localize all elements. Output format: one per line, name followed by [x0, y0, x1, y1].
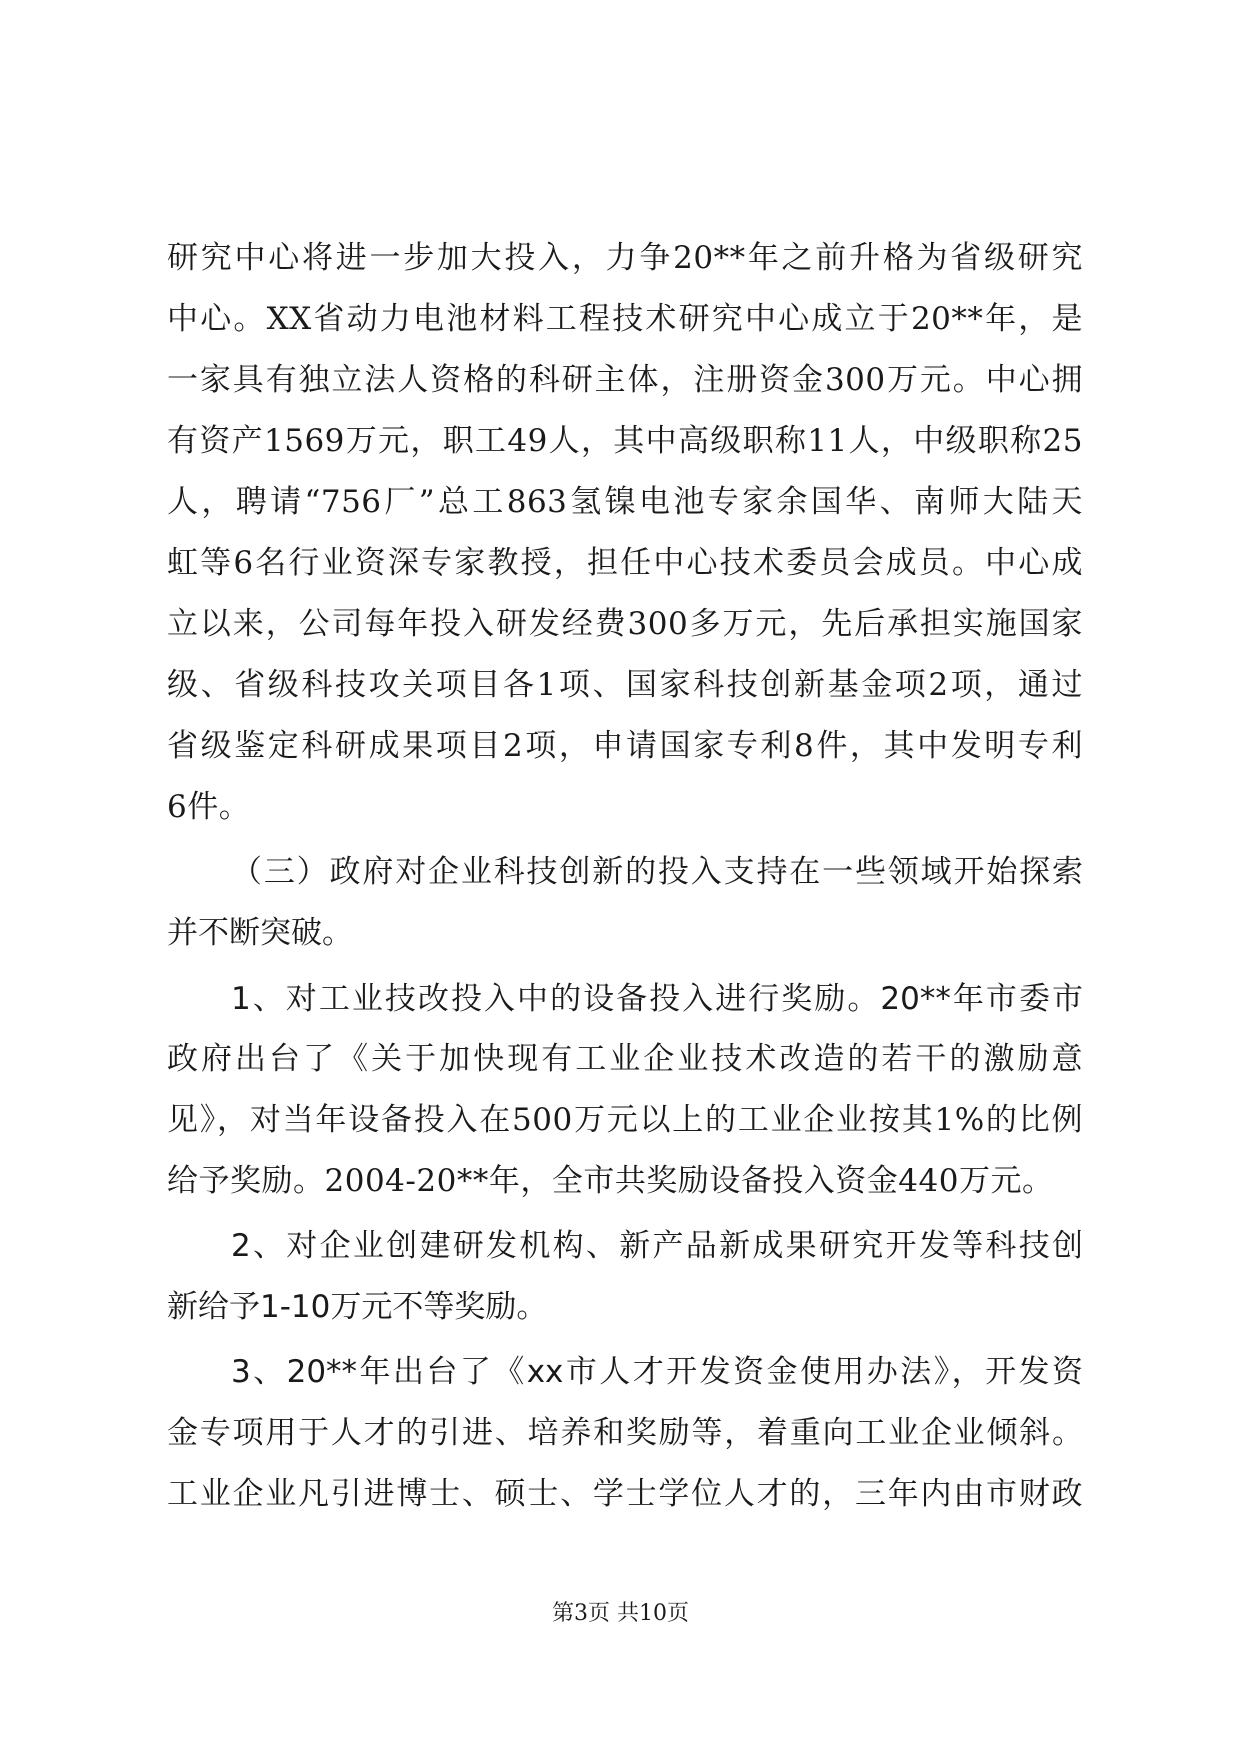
list-item-line: 金专项用于人才的引进、培养和奖励等，着重向工业企业倾斜。	[167, 1415, 1083, 1451]
list-item-line: 3、20**年出台了《xx市人才开发资金使用办法》，开发资	[231, 1354, 1083, 1390]
list-item-lead: 1、对工业技改投入中的设备投入进行奖励。20**年市委市	[231, 981, 1083, 1017]
page-number-footer: 第3页 共10页	[552, 1601, 689, 1626]
document-body	[167, 228, 1083, 1525]
list-item-line: 新给予1-10万元不等奖励。	[167, 1289, 548, 1325]
section-heading-line: （三）政府对企业科技创新的投入支持在一些领域开始探索	[231, 854, 1083, 890]
section-heading-line: 并不断突破。	[167, 915, 353, 951]
list-item-line: 2、对企业创建研发机构、新产品新成果研究开发等科技创	[231, 1228, 1083, 1264]
text-line: 立以来，公司每年投入研发经费300多万元，先后承担实施国家	[167, 606, 1083, 642]
text-line: 给予奖励。2004-20**年，全市共奖励设备投入资金440万元。	[167, 1163, 1054, 1199]
text-line: 省级鉴定科研成果项目2项，申请国家专利8件，其中发明专利	[167, 728, 1083, 764]
text-line: 级、省级科技攻关项目各1项、国家科技创新基金项2项，通过	[167, 667, 1083, 703]
text-line: 见》，对当年设备投入在500万元以上的工业企业按其1%的比例	[167, 1102, 1083, 1138]
text-line: 工业企业凡引进博士、硕士、学士学位人才的，三年内由市财政	[167, 1476, 1083, 1512]
text-line: 6件。	[167, 789, 251, 825]
text-line: 虹等6名行业资深专家教授，担任中心技术委员会成员。中心成	[167, 545, 1083, 581]
text-line: 研究中心将进一步加大投入，力争20**年之前升格为省级研究	[167, 240, 1083, 276]
text-line: 人，聘请“756厂”总工863氢镍电池专家余国华、南师大陆天	[167, 484, 1083, 520]
text-line: 一家具有独立法人资格的科研主体，注册资金300万元。中心拥	[167, 362, 1083, 398]
text-line: 有资产1569万元，职工49人，其中高级职称11人，中级职称25	[167, 423, 1083, 459]
text-line: 中心。XX省动力电池材料工程技术研究中心成立于20**年，是	[167, 301, 1083, 337]
text-line: 政府出台了《关于加快现有工业企业技术改造的若干的激励意	[167, 1041, 1083, 1077]
list-item-line	[167, 968, 1083, 1029]
